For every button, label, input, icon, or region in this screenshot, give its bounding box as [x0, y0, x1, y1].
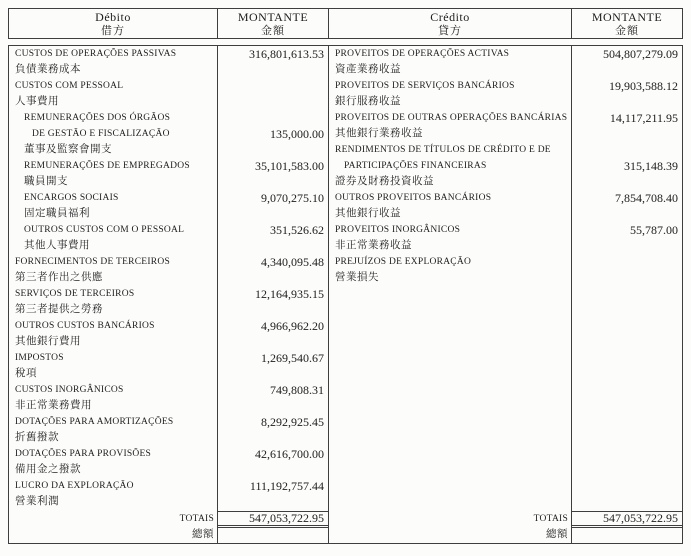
debit-row-label: LUCRO DA EXPLORAÇÃO [15, 481, 134, 491]
credit-totals-label-zh: 總額 [546, 529, 568, 540]
debit-row-amount [218, 302, 328, 318]
debit-row-label: 人事費用 [15, 96, 59, 107]
credit-amount-header-label-zh: 金額 [615, 24, 639, 37]
header-cell-debit-amount [218, 9, 329, 38]
debit-row-amount [218, 366, 328, 382]
debit-total-empty-cell [218, 528, 328, 543]
debit-row-label: OUTROS CUSTOS COM O PESSOAL [24, 225, 185, 235]
debit-row-amount [218, 494, 328, 510]
debit-totals-label: TOTAIS [179, 514, 214, 524]
debit-row-label: SERVIÇOS DE TERCEIROS [15, 289, 135, 299]
debit-row-amount [218, 62, 328, 78]
credit-label-rows [329, 46, 571, 286]
credit-row-amount: 7,854,708.40 [615, 191, 678, 205]
debit-row-amount [218, 334, 328, 350]
debit-row-amount: 749,808.31 [270, 383, 324, 397]
credit-amount-rows [572, 46, 682, 286]
credit-row-amount: 55,787.00 [630, 223, 678, 237]
debit-row-amount [218, 398, 328, 414]
credit-row-label: PROVEITOS DE OPERAÇÕES ACTIVAS [335, 49, 510, 59]
debit-row-amount [218, 430, 328, 446]
debit-row-label: 職員開支 [24, 176, 68, 187]
debit-row-amount [218, 78, 328, 94]
credit-row-amount [572, 238, 682, 254]
debit-row-label: OUTROS CUSTOS BANCÁRIOS [15, 321, 155, 331]
credit-row-label: PARTICIPAÇÕES FINANCEIRAS [344, 161, 487, 171]
debit-row-amount [218, 174, 328, 190]
credit-row-amount [572, 254, 682, 270]
debit-totals-label-zh: 總額 [192, 529, 214, 540]
debit-row-label: 固定職員福利 [24, 208, 90, 219]
credit-total-empty-cell [572, 528, 682, 543]
debit-row-label: 其他人事費用 [24, 240, 90, 251]
table-header [8, 8, 683, 39]
debit-row-amount: 111,192,757.44 [249, 479, 324, 493]
debit-label-rows [9, 46, 217, 510]
credit-row-amount: 14,117,211.95 [609, 111, 678, 125]
debit-row-amount: 4,340,095.48 [261, 255, 324, 269]
debit-row-label: 稅項 [15, 368, 37, 379]
credit-row-label: PROVEITOS INORGÂNICOS [335, 225, 461, 235]
debit-row-label: 非正常業務費用 [15, 400, 92, 411]
debit-row-amount: 35,101,583.00 [255, 159, 324, 173]
debit-row-label: DE GESTÃO E FISCALIZAÇÃO [32, 129, 170, 139]
credit-row-amount: 315,148.39 [624, 159, 678, 173]
debit-row-label: 備用金之撥款 [15, 464, 81, 475]
debit-row-label: REMUNERAÇÕES DOS ÓRGÃOS [24, 113, 171, 123]
credit-row-label: 資產業務收益 [335, 64, 401, 75]
credit-totals-label: TOTAIS [533, 514, 568, 524]
debit-row-label: ENCARGOS SOCIAIS [24, 193, 119, 203]
credit-row-label: PROVEITOS DE OUTRAS OPERAÇÕES BANCÁRIAS [335, 113, 568, 123]
debit-row-label: CUSTOS DE OPERAÇÕES PASSIVAS [15, 49, 177, 59]
debit-row-amount [218, 110, 328, 126]
debit-amount-header-label: MONTANTE [237, 9, 309, 24]
credit-row-label: RENDIMENTOS DE TÍTULOS DE CRÉDITO E DE [335, 145, 551, 155]
debit-row-amount [218, 238, 328, 254]
debit-row-label: 董事及監察會開支 [24, 144, 112, 155]
debit-row-label: 負債業務成本 [15, 64, 81, 75]
debit-row-amount [218, 270, 328, 286]
debit-row-label: REMUNERAÇÕES DE EMPREGADOS [24, 161, 190, 171]
credit-row-amount [572, 270, 682, 286]
debit-row-amount: 351,526.62 [270, 223, 324, 237]
header-cell-credit [329, 9, 572, 38]
debit-row-amount: 1,269,540.67 [261, 351, 324, 365]
header-cell-debit [9, 9, 218, 38]
credit-row-amount [572, 62, 682, 78]
credit-row-label: 銀行服務收益 [335, 96, 401, 107]
debit-header-label: Débito [95, 9, 131, 24]
debit-row-amount: 9,070,275.10 [261, 191, 324, 205]
debit-row-label: 營業利潤 [15, 496, 59, 507]
debit-label-column [9, 46, 218, 543]
credit-row-label: 營業損失 [335, 272, 379, 283]
credit-header-label-zh: 貸方 [438, 24, 462, 37]
debit-row-label: DOTAÇÕES PARA PROVISÕES [15, 449, 152, 459]
credit-label-spacer [329, 286, 571, 511]
debit-row-amount [218, 94, 328, 110]
debit-row-amount: 42,616,700.00 [255, 447, 324, 461]
credit-row-label: 非正常業務收益 [335, 240, 412, 251]
credit-label-column [329, 46, 572, 543]
credit-row-label: 其他銀行收益 [335, 208, 401, 219]
debit-row-amount: 8,292,925.45 [261, 415, 324, 429]
debit-row-label: DOTAÇÕES PARA AMORTIZAÇÕES [15, 417, 174, 427]
debit-row-amount: 135,000.00 [270, 127, 324, 141]
debit-row-label: 第三者作出之供應 [15, 272, 103, 283]
debit-header-label-zh: 借方 [101, 24, 125, 37]
debit-row-label: CUSTOS INORGÂNICOS [15, 385, 124, 395]
debit-row-amount: 316,801,613.53 [249, 47, 324, 61]
debit-total-amount: 547,053,722.95 [218, 511, 328, 528]
credit-row-amount [572, 206, 682, 222]
credit-amount-spacer [572, 286, 682, 511]
credit-row-amount [572, 94, 682, 110]
debit-row-label: 第三者提供之勞務 [15, 304, 103, 315]
credit-row-label: 其他銀行業務收益 [335, 128, 423, 139]
debit-row-amount [218, 206, 328, 222]
table-body [8, 45, 683, 544]
credit-row-label: 證券及財務投資收益 [335, 176, 434, 187]
credit-row-amount [572, 174, 682, 190]
credit-amount-column [572, 46, 682, 543]
debit-amount-rows [218, 46, 328, 510]
debit-row-label: IMPOSTOS [15, 353, 64, 363]
debit-row-label: CUSTOS COM PESSOAL [15, 81, 124, 91]
debit-row-amount: 12,164,935.15 [255, 287, 324, 301]
debit-row-label: 折舊撥款 [15, 432, 59, 443]
credit-row-amount [572, 142, 682, 158]
debit-row-amount [218, 142, 328, 158]
debit-row-label: FORNECIMENTOS DE TERCEIROS [15, 257, 170, 267]
credit-header-label: Crédito [430, 9, 470, 24]
debit-amount-header-label-zh: 金額 [261, 24, 285, 37]
credit-row-label: OUTROS PROVEITOS BANCÁRIOS [335, 193, 492, 203]
credit-row-label: PREJUÍZOS DE EXPLORAÇÃO [335, 257, 472, 267]
credit-row-amount: 19,903,588.12 [609, 79, 678, 93]
credit-row-label: PROVEITOS DE SERVIÇOS BANCÁRIOS [335, 81, 515, 91]
debit-row-amount: 4,966,962.20 [261, 319, 324, 333]
debit-row-amount [218, 462, 328, 478]
credit-row-amount [572, 126, 682, 142]
credit-amount-header-label: MONTANTE [591, 9, 663, 24]
credit-total-amount: 547,053,722.95 [572, 511, 682, 528]
debit-amount-column [218, 46, 329, 543]
credit-row-amount: 504,807,279.09 [603, 47, 678, 61]
header-cell-credit-amount [572, 9, 682, 38]
debit-row-label: 其他銀行費用 [15, 336, 81, 347]
